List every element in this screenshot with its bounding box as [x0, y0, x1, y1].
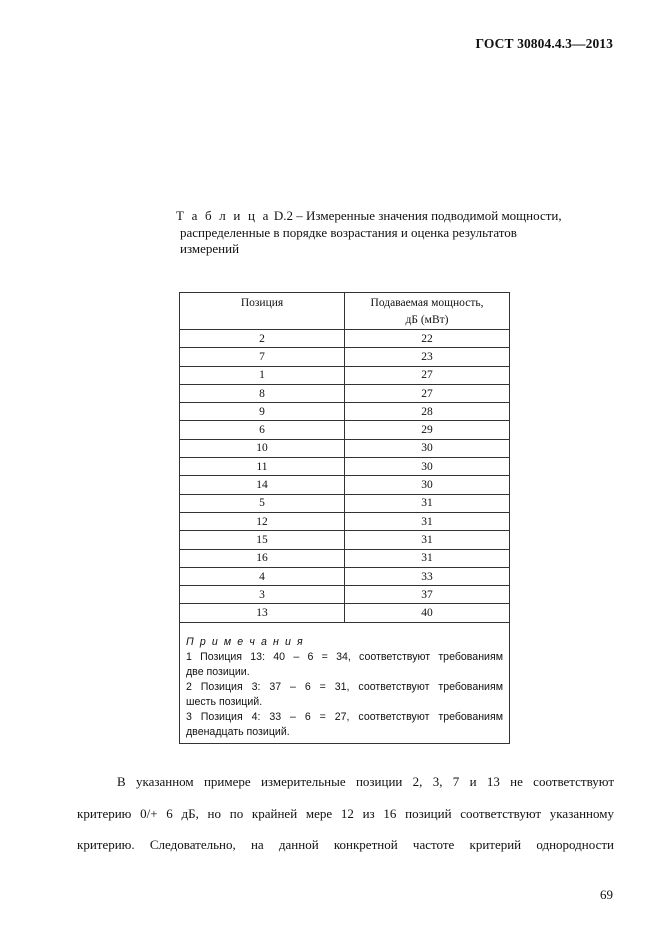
header-power-line-2: дБ (мВт): [405, 314, 449, 326]
table-row: [180, 512, 510, 530]
note-1-line-1: 1 Позиция 13: 40 – 6 = 34, соответствуют требованиям: [186, 650, 503, 663]
cell-position: 3: [180, 586, 345, 604]
header-power: [345, 293, 510, 330]
table-row: [180, 366, 510, 384]
cell-position: 9: [180, 403, 345, 421]
cell-position: 16: [180, 549, 345, 567]
cell-power: 30: [345, 476, 510, 494]
table-row: [180, 604, 510, 622]
power-table: [179, 292, 510, 744]
table-row: [180, 531, 510, 549]
notes-row: [180, 622, 510, 743]
cell-power: 28: [345, 403, 510, 421]
table-row: [180, 348, 510, 366]
header-power-line-1: Подаваемая мощность,: [370, 297, 484, 309]
table-header-row: [180, 293, 510, 330]
note-3-line-1: 3 Позиция 4: 33 – 6 = 27, соответствуют требованиям: [186, 710, 503, 723]
table-caption: [176, 208, 596, 258]
cell-power: 30: [345, 458, 510, 476]
caption-label: Т а б л и ц а: [176, 208, 271, 223]
caption-line-3: измерений: [180, 241, 240, 256]
table-row: [180, 439, 510, 457]
note-3-line-2: двенадцать позиций.: [186, 725, 290, 738]
table-row: [180, 403, 510, 421]
cell-power: 31: [345, 512, 510, 530]
cell-position: 15: [180, 531, 345, 549]
cell-power: 33: [345, 567, 510, 585]
table-row: [180, 549, 510, 567]
table-row: [180, 567, 510, 585]
table-row: [180, 421, 510, 439]
cell-position: 11: [180, 458, 345, 476]
body-text-3: критерию. Следовательно, на данной конкретной частоте критерий однородности: [77, 837, 614, 852]
note-2-line-1: 2 Позиция 3: 37 – 6 = 31, соответствуют требованиям: [186, 680, 503, 693]
note-1-line-2: две позиции.: [186, 665, 250, 678]
cell-power: 22: [345, 330, 510, 348]
cell-power: 31: [345, 494, 510, 512]
cell-position: 8: [180, 384, 345, 402]
cell-position: 4: [180, 567, 345, 585]
caption-line-1: [176, 208, 596, 225]
table-notes: [180, 622, 510, 743]
body-paragraph-line-3: [77, 837, 614, 853]
cell-power: 31: [345, 549, 510, 567]
cell-position: 6: [180, 421, 345, 439]
cell-power: 31: [345, 531, 510, 549]
cell-position: 7: [180, 348, 345, 366]
caption-number: D.2 –: [273, 208, 303, 223]
table-row: [180, 494, 510, 512]
table-row: [180, 330, 510, 348]
cell-power: 29: [345, 421, 510, 439]
cell-position: 1: [180, 366, 345, 384]
caption-text-1: Измеренные значения подводимой мощности,: [306, 208, 562, 223]
cell-position: 5: [180, 494, 345, 512]
header-position: Позиция: [180, 293, 345, 330]
document-standard-header: ГОСТ 30804.4.3—2013: [475, 36, 613, 51]
body-text-2: критерию 0/+ 6 дБ, но по крайней мере 12 из 16 позиций соответствуют указанному: [77, 806, 614, 821]
cell-power: 40: [345, 604, 510, 622]
cell-power: 27: [345, 384, 510, 402]
table-row: [180, 476, 510, 494]
body-paragraph-line-1: [77, 774, 614, 790]
cell-position: 13: [180, 604, 345, 622]
cell-position: 14: [180, 476, 345, 494]
body-text-1: В указанном примере измерительные позиции 2, 3, 7 и 13 не соответствуют: [117, 774, 614, 789]
note-2-line-2: шесть позиций.: [186, 695, 263, 708]
caption-line-2: распределенные в порядке возрастания и оценка результатов: [180, 224, 517, 240]
body-paragraph-line-2: [77, 806, 614, 822]
page-number: 69: [600, 887, 613, 902]
cell-power: 30: [345, 439, 510, 457]
cell-power: 23: [345, 348, 510, 366]
notes-title: П р и м е ч а н и я: [186, 635, 305, 648]
cell-position: 2: [180, 330, 345, 348]
cell-power: 37: [345, 586, 510, 604]
cell-position: 10: [180, 439, 345, 457]
table-row: [180, 586, 510, 604]
cell-power: 27: [345, 366, 510, 384]
table-row: [180, 458, 510, 476]
cell-position: 12: [180, 512, 345, 530]
table-row: [180, 384, 510, 402]
